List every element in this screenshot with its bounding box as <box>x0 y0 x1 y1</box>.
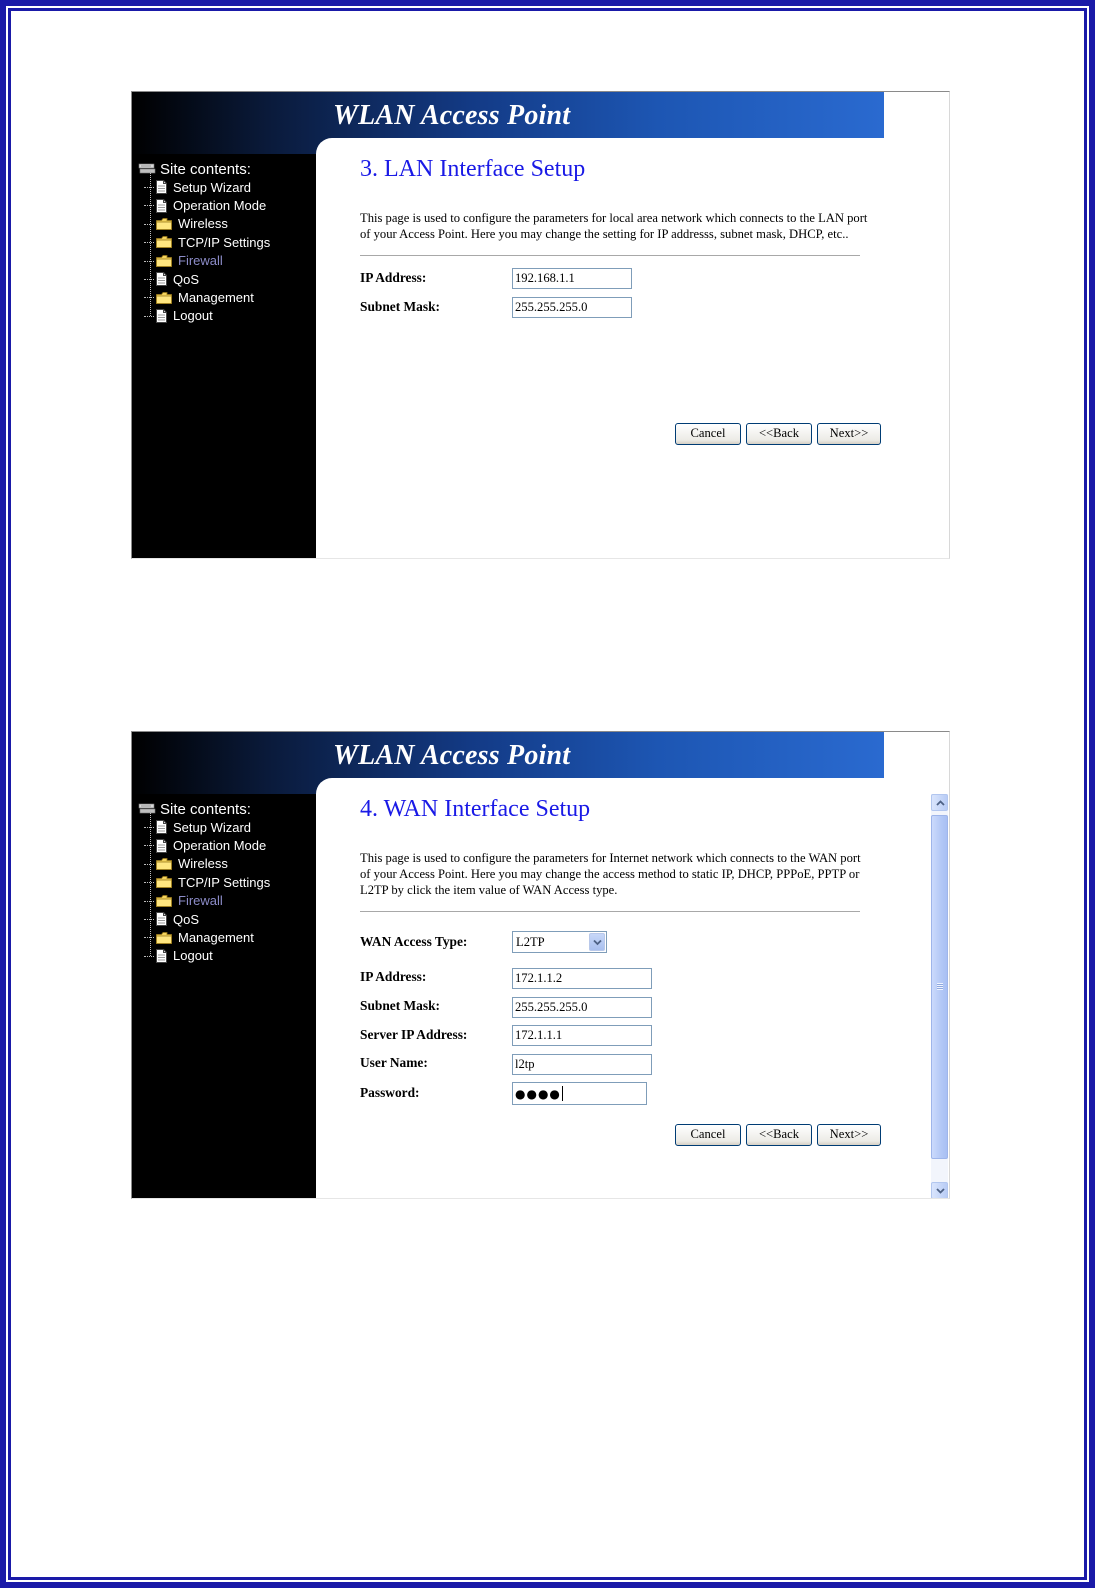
ip-address-input[interactable]: 192.168.1.1 <box>512 268 632 289</box>
sidebar-item-label: Firewall <box>178 253 223 269</box>
page-description: This page is used to configure the parameters for local area network which connects to the LAN port of your Access Point. Here you may change the setting for IP addresss, subnet mask, DHCP, etc.. <box>360 211 868 241</box>
sidebar-item-label: Setup Wizard <box>173 819 252 835</box>
sidebar-item-label: Logout <box>173 308 213 324</box>
sidebar-item-wireless[interactable] <box>138 215 314 233</box>
sidebar-item-label: QoS <box>173 911 200 927</box>
back-button[interactable]: <<Back <box>746 423 812 445</box>
cancel-button[interactable]: Cancel <box>675 423 741 445</box>
document-icon <box>156 180 167 194</box>
sidebar-item-tcpip-settings[interactable] <box>138 233 314 251</box>
wan-setup-screenshot <box>131 731 950 1199</box>
lan-setup-screenshot <box>131 91 950 559</box>
site-contents-label: Site contents: <box>160 800 251 818</box>
ip-address-label: IP Address: <box>360 270 427 285</box>
sidebar-item-label: QoS <box>173 271 200 287</box>
folder-icon <box>156 932 172 944</box>
sidebar-item-setup-wizard[interactable] <box>138 178 314 196</box>
page-title: 3. LAN Interface Setup <box>360 156 586 182</box>
site-contents-icon <box>138 802 156 816</box>
sidebar-item-setup-wizard[interactable] <box>138 818 314 836</box>
sidebar-item-operation-mode[interactable] <box>138 836 314 854</box>
sidebar-item-label: Operation Mode <box>173 198 267 214</box>
chevron-up-icon <box>936 800 945 806</box>
folder-icon <box>156 255 172 267</box>
page-title: 4. WAN Interface Setup <box>360 796 591 822</box>
sidebar-item-qos[interactable] <box>138 910 314 928</box>
sidebar-item-management[interactable] <box>138 288 314 306</box>
sidebar-item-label: Wireless <box>178 216 228 232</box>
sidebar-item-qos[interactable] <box>138 270 314 288</box>
wan-access-type-select[interactable] <box>512 931 607 953</box>
server-ip-input[interactable]: 172.1.1.1 <box>512 1025 652 1046</box>
site-contents-label: Site contents: <box>160 160 251 178</box>
sidebar-item-logout[interactable] <box>138 947 314 965</box>
wan-access-type-value: L2TP <box>516 935 545 949</box>
subnet-mask-input[interactable]: 255.255.255.0 <box>512 297 632 318</box>
sidebar-item-label: Setup Wizard <box>173 179 252 195</box>
document-icon <box>156 272 167 286</box>
document-icon <box>156 309 167 323</box>
back-button[interactable]: <<Back <box>746 1124 812 1146</box>
wan-access-type-label: WAN Access Type: <box>360 934 468 949</box>
sidebar-item-label: Management <box>178 290 254 306</box>
password-value: ●●●● <box>515 1087 561 1101</box>
next-button[interactable]: Next>> <box>817 423 881 445</box>
site-contents-root[interactable] <box>138 160 314 178</box>
site-contents-tree <box>138 800 314 965</box>
server-ip-label: Server IP Address: <box>360 1027 468 1042</box>
divider <box>360 255 860 257</box>
subnet-mask-label: Subnet Mask: <box>360 299 440 314</box>
ip-address-input[interactable]: 172.1.1.2 <box>512 968 652 989</box>
folder-icon <box>156 858 172 870</box>
document-icon <box>156 820 167 834</box>
sidebar-item-label: TCP/IP Settings <box>178 874 271 890</box>
password-label: Password: <box>360 1085 420 1100</box>
text-caret <box>562 1086 563 1101</box>
document-icon <box>156 199 167 213</box>
document-icon <box>156 839 167 853</box>
folder-icon <box>156 292 172 304</box>
next-button[interactable]: Next>> <box>817 1124 881 1146</box>
sidebar-item-label: Firewall <box>178 893 223 909</box>
sidebar-item-label: Management <box>178 930 254 946</box>
ip-address-label: IP Address: <box>360 969 427 984</box>
page-description: This page is used to configure the parameters for Internet network which connects to the WAN port of your Access Point. Here you may change the access method to static IP, DHCP, PPPoE, PPTP or L2TP by click the item value of WAN Access type. <box>360 851 861 897</box>
folder-icon <box>156 236 172 248</box>
sidebar-item-label: Wireless <box>178 856 228 872</box>
cancel-button[interactable]: Cancel <box>675 1124 741 1146</box>
sidebar-item-label: Logout <box>173 948 213 964</box>
dropdown-button[interactable] <box>589 933 605 951</box>
sidebar-item-logout[interactable] <box>138 307 314 325</box>
wan-form <box>316 732 949 1198</box>
folder-icon <box>156 218 172 230</box>
lan-form <box>316 92 949 558</box>
sidebar-item-operation-mode[interactable] <box>138 196 314 214</box>
sidebar-item-wireless[interactable] <box>138 855 314 873</box>
sidebar-item-firewall[interactable] <box>138 252 314 270</box>
site-contents-root[interactable] <box>138 800 314 818</box>
subnet-mask-label: Subnet Mask: <box>360 998 440 1013</box>
scroll-down-button[interactable] <box>931 1182 948 1199</box>
folder-icon <box>156 876 172 888</box>
sidebar-item-label: Operation Mode <box>173 838 267 854</box>
app-title: WLAN Access Point <box>333 100 571 131</box>
sidebar-item-management[interactable] <box>138 928 314 946</box>
folder-icon <box>156 895 172 907</box>
site-contents-icon <box>138 162 156 176</box>
user-name-input[interactable]: l2tp <box>512 1054 652 1075</box>
document-icon <box>156 949 167 963</box>
sidebar-item-label: TCP/IP Settings <box>178 234 271 250</box>
sidebar-item-firewall[interactable] <box>138 892 314 910</box>
scroll-thumb[interactable] <box>931 815 948 1159</box>
divider <box>360 911 860 913</box>
app-title: WLAN Access Point <box>333 740 571 771</box>
subnet-mask-input[interactable]: 255.255.255.0 <box>512 997 652 1018</box>
chevron-down-icon <box>593 939 602 946</box>
site-contents-tree <box>138 160 314 325</box>
sidebar-item-tcpip-settings[interactable] <box>138 873 314 891</box>
user-name-label: User Name: <box>360 1055 428 1070</box>
vertical-scrollbar[interactable] <box>931 794 948 1199</box>
document-icon <box>156 912 167 926</box>
password-input[interactable] <box>512 1082 647 1105</box>
chevron-down-icon <box>936 1188 945 1194</box>
scroll-up-button[interactable] <box>931 794 948 811</box>
